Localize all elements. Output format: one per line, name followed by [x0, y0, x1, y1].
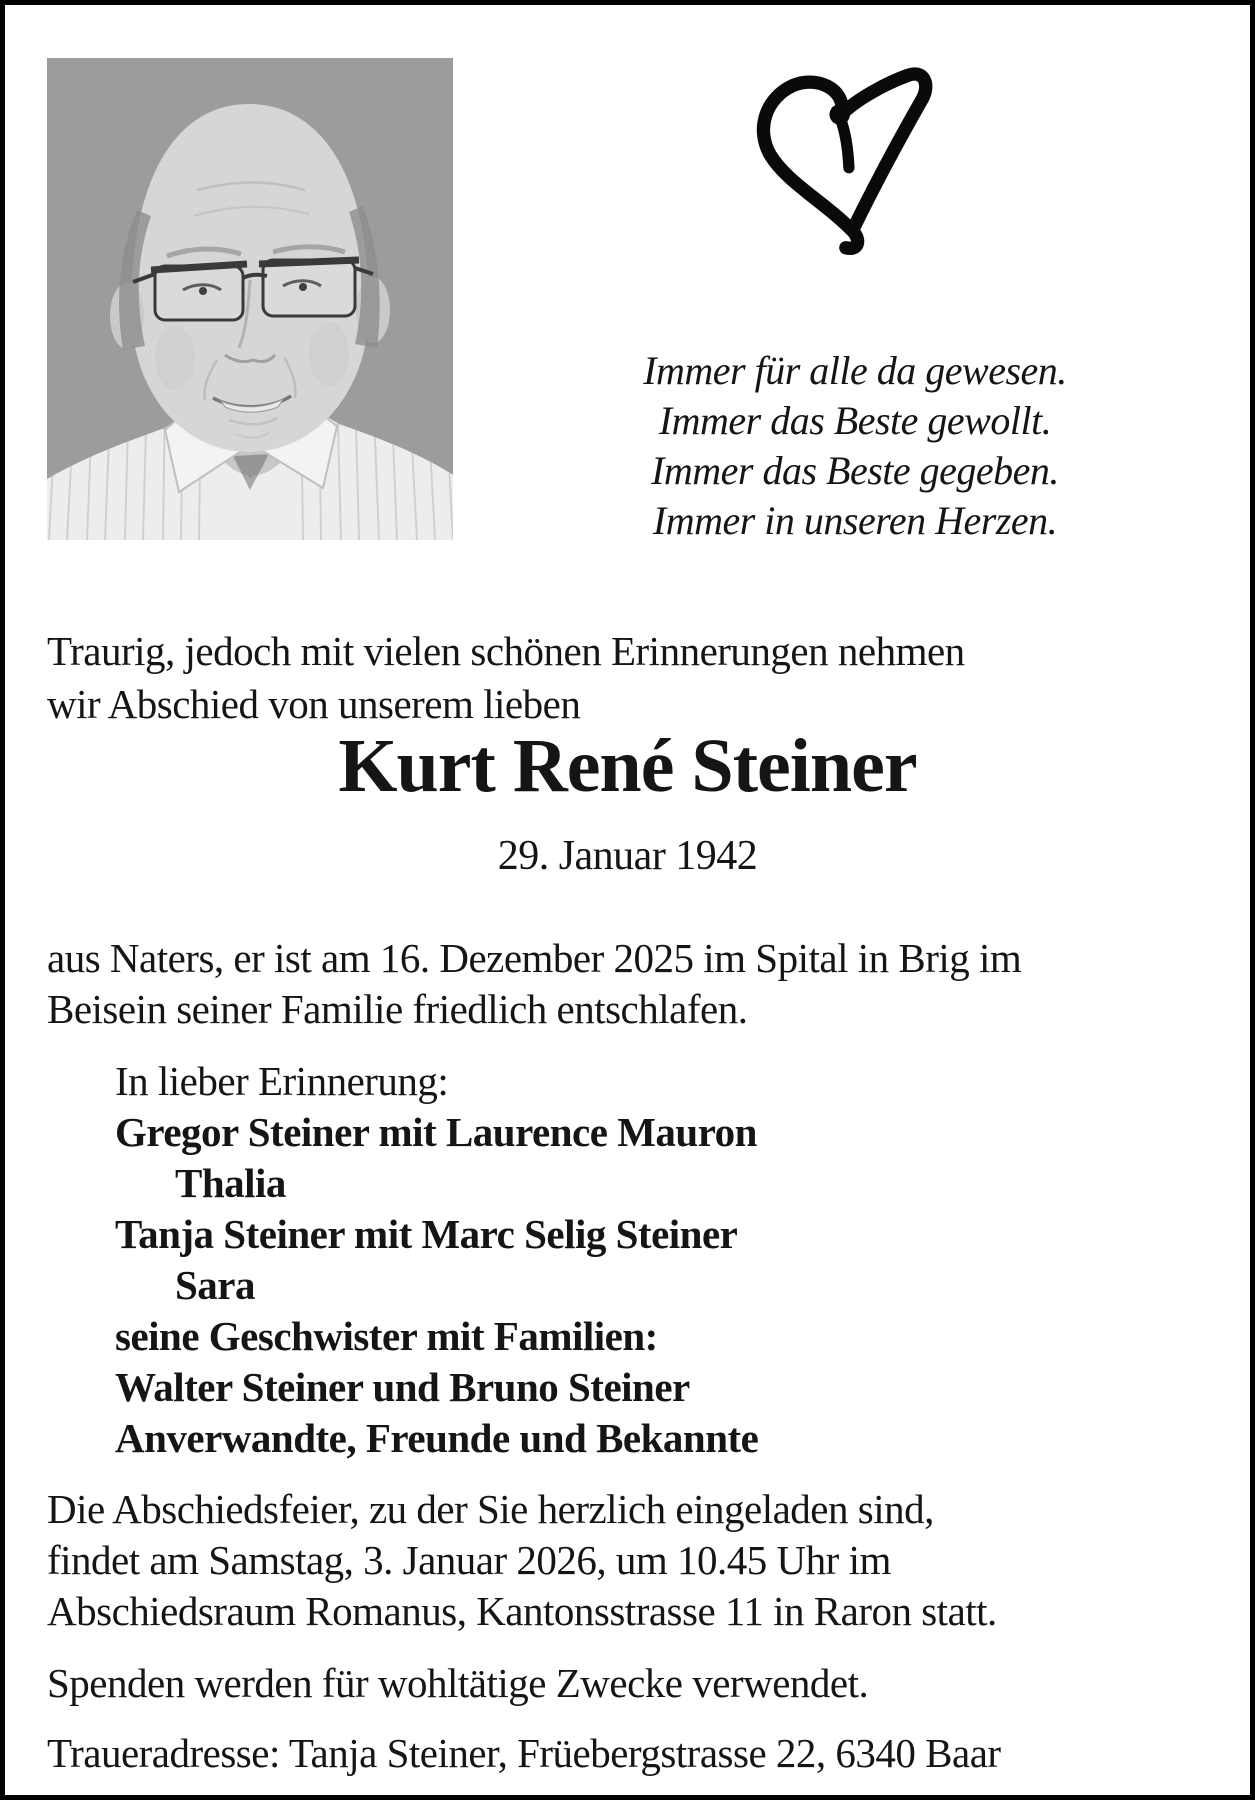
funeral-info-paragraph [47, 1484, 997, 1637]
mourning-address: Traueradresse: Tanja Steiner, Früebergstrasse 22, 6340 Baar [47, 1730, 1001, 1776]
funeral-line: Die Abschiedsfeier, zu der Sie herzlich eingeladen sind, [47, 1486, 934, 1532]
funeral-line: findet am Samstag, 3. Januar 2026, um 10.45 Uhr im [47, 1537, 891, 1583]
mourner-line: Anverwandte, Freunde und Bekannte [115, 1415, 759, 1461]
death-notice-paragraph [47, 933, 1021, 1035]
mourner-line: Sara [175, 1262, 255, 1308]
funeral-line: Abschiedsraum Romanus, Kantonsstrasse 11 in Raron statt. [47, 1588, 997, 1634]
birth-date: 29. Januar 1942 [497, 833, 758, 879]
mourners-heading: In lieber Erinnerung: [115, 1058, 449, 1104]
deceased-name: Kurt René Steiner [338, 724, 917, 808]
deceased-photo [47, 58, 453, 540]
mourner-line: Gregor Steiner mit Laurence Mauron [115, 1109, 757, 1155]
mourner-line: Tanja Steiner mit Marc Selig Steiner [115, 1211, 738, 1257]
notice-line: Beisein seiner Familie friedlich entschlafen. [47, 986, 748, 1032]
verse-line: Immer für alle da gewesen. [643, 348, 1067, 393]
intro-line: wir Abschied von unserem lieben [47, 681, 581, 727]
notice-line: aus Naters, er ist am 16. Dezember 2025 im Spital in Brig im [47, 935, 1022, 981]
mourner-line: Walter Steiner und Bruno Steiner [115, 1364, 690, 1410]
donations-note: Spenden werden für wohltätige Zwecke verwendet. [47, 1660, 869, 1706]
verse-line: Immer in unseren Herzen. [652, 498, 1058, 543]
intro-line: Traurig, jedoch mit vielen schönen Erinnerungen nehmen [47, 628, 965, 674]
intro-paragraph [47, 625, 965, 731]
memorial-verse [545, 346, 1165, 546]
mourners-list [115, 1056, 758, 1464]
mourner-line: seine Geschwister mit Familien: [115, 1313, 658, 1359]
verse-line: Immer das Beste gegeben. [651, 448, 1059, 493]
portrait-illustration [47, 58, 453, 540]
heart-icon [753, 57, 949, 257]
verse-line: Immer das Beste gewollt. [658, 398, 1052, 443]
mourner-line: Thalia [175, 1160, 286, 1206]
